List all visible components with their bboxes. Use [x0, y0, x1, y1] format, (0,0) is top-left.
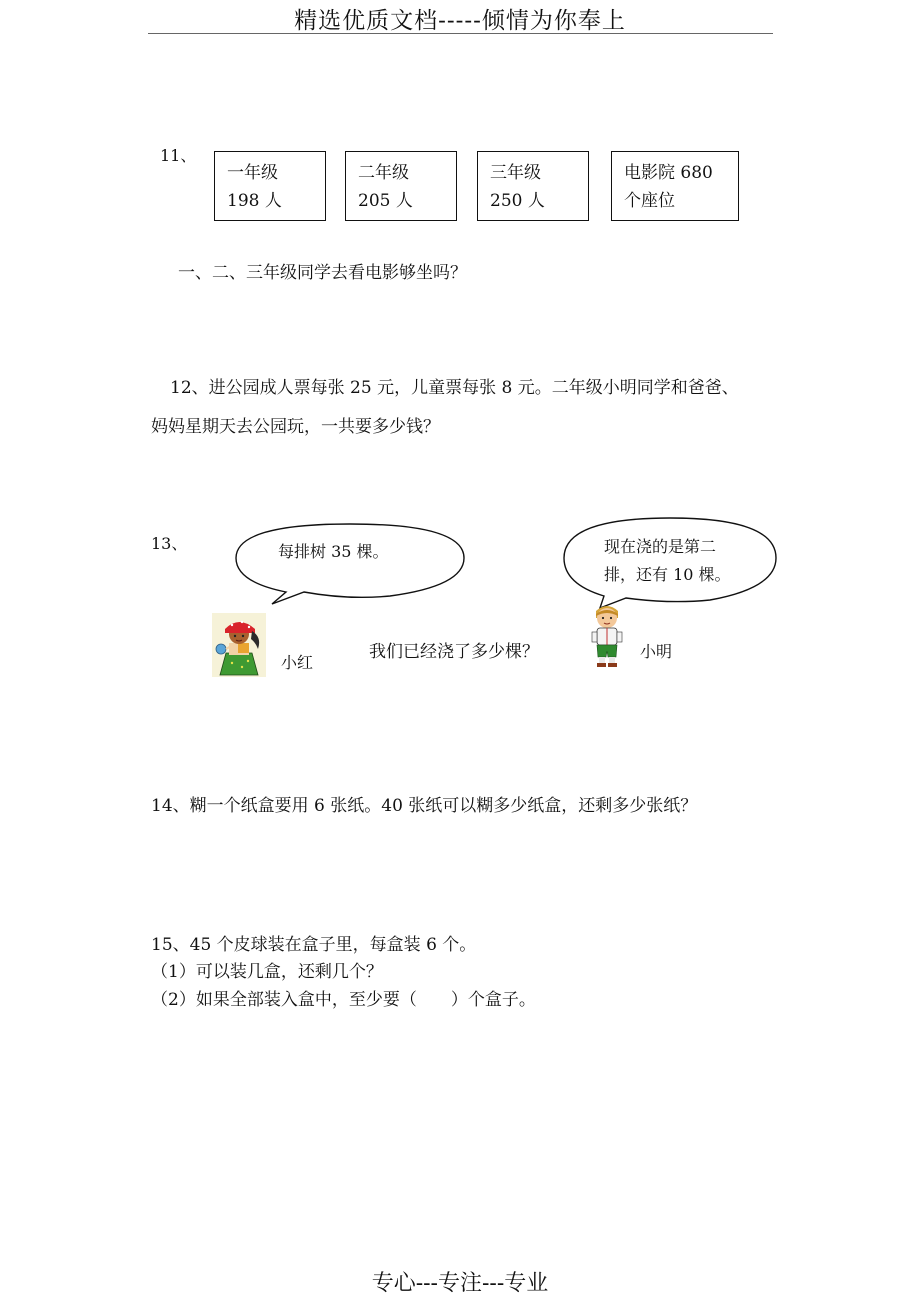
- q11-box-cinema-unit: 个座位: [624, 191, 675, 211]
- q11-box-grade3-label: 三年级: [490, 163, 541, 183]
- q15-line1: 15、45 个皮球装在盒子里，每盒装 6 个。: [151, 935, 477, 955]
- header-divider: [148, 33, 773, 34]
- q11-box-grade1: [214, 151, 326, 221]
- q11-box-grade2-count: 205 人: [358, 191, 413, 211]
- q11-box-grade3: [477, 151, 589, 221]
- boy-xiaoming-illustration: [588, 604, 626, 668]
- q11-box-grade2-label: 二年级: [358, 163, 409, 183]
- q11-box-grade1-count: 198 人: [227, 191, 282, 211]
- q11-number: 11、: [160, 146, 197, 165]
- right-bubble-text-line2: 排，还有 10 棵。: [604, 565, 731, 584]
- q14-text: 14、糊一个纸盒要用 6 张纸。40 张纸可以糊多少纸盒，还剩多少张纸？: [151, 796, 698, 816]
- q11-box-cinema-seats: 电影院 680: [624, 163, 713, 183]
- q11-box-grade2: [345, 151, 457, 221]
- q11-box-grade3-count: 250 人: [490, 191, 545, 211]
- girl-xiaohong-illustration: [212, 613, 266, 677]
- page-header-title: 精选优质文档-----倾情为你奉上: [294, 8, 626, 34]
- left-speech-bubble: [230, 520, 470, 610]
- q15-line2: （1）可以装几盒，还剩几个？: [151, 962, 383, 982]
- q11-box-cinema: [611, 151, 739, 221]
- q12-line1: 12、进公园成人票每张 25 元，儿童票每张 8 元。二年级小明同学和爸爸、: [170, 378, 739, 398]
- left-bubble-text: 每排树 35 棵。: [278, 542, 389, 561]
- q11-box-grade1-label: 一年级: [227, 163, 278, 183]
- q13-question: 我们已经浇了多少棵？: [369, 642, 539, 662]
- q13-number: 13、: [151, 534, 188, 553]
- boy-name-label: 小明: [640, 642, 673, 661]
- q11-question: 一、二、三年级同学去看电影够坐吗？: [178, 263, 467, 283]
- q12-line2: 妈妈星期天去公园玩，一共要多少钱？: [151, 417, 440, 437]
- q15-line3: （2）如果全部装入盒中，至少要（ ）个盒子。: [151, 990, 536, 1010]
- girl-name-label: 小红: [281, 653, 314, 672]
- right-bubble-text-line1: 现在浇的是第二: [604, 537, 717, 556]
- page-footer: 专心---专注---专业: [371, 1271, 549, 1296]
